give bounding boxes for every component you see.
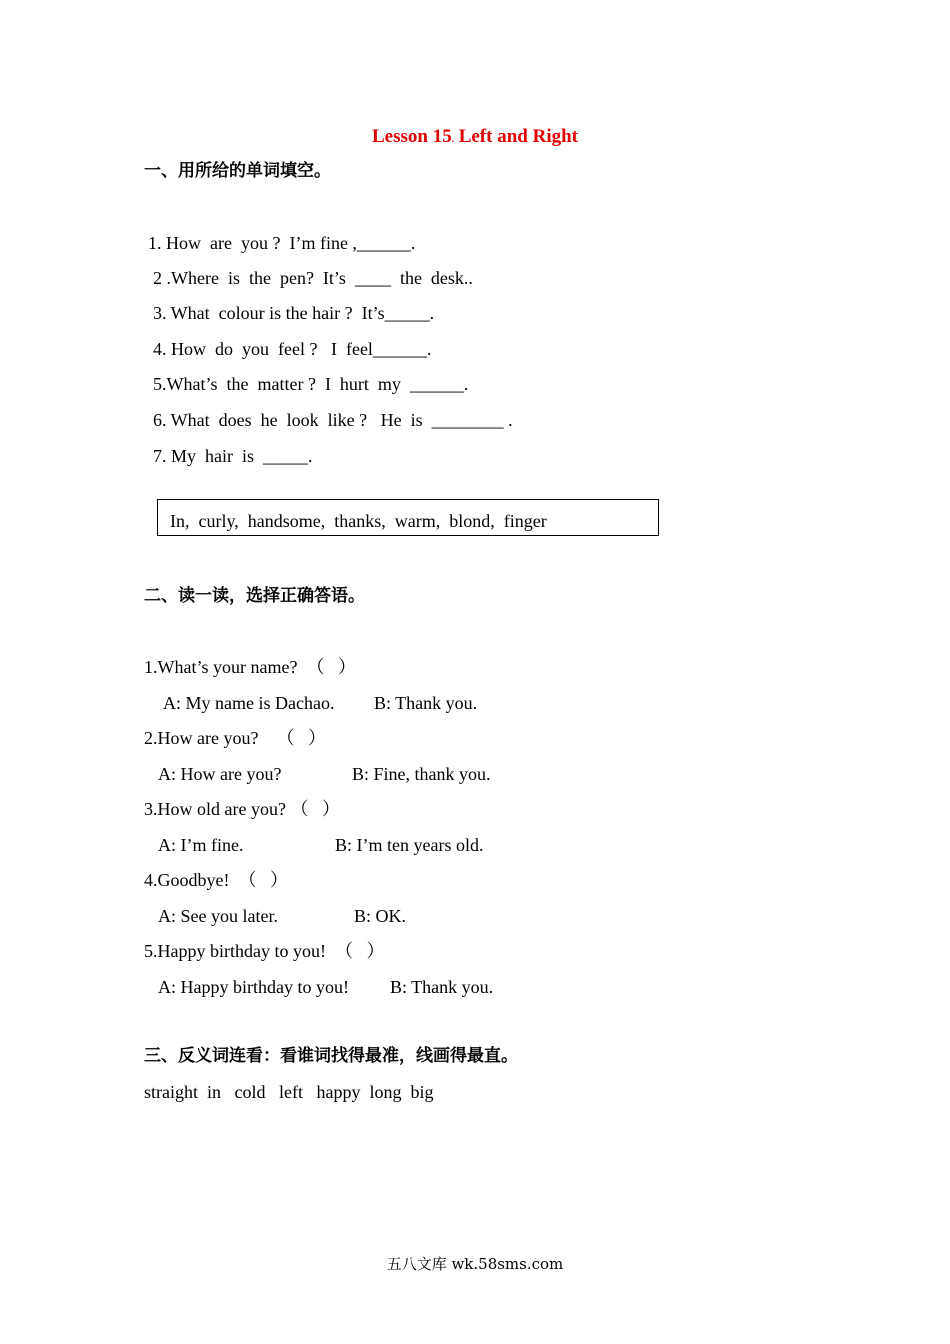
section1-heading: 一、用所给的单词填空。: [144, 161, 331, 181]
question-2-option-a: A: How are you?: [158, 764, 282, 784]
question-5-option-b: B: Thank you.: [390, 977, 494, 997]
title-suffix: Left and Right: [453, 126, 578, 147]
fill-item-5: 5.What’s the matter ? I hurt my ______.: [153, 374, 469, 394]
page-title: [0, 127, 950, 146]
section3-heading: 三、反义词连看：看谁词找得最准，线画得最直。: [144, 1046, 518, 1066]
fill-item-3: 3. What colour is the hair ? It’s_____.: [153, 303, 435, 323]
fill-item-1: 1. How are you ? I’m fine ,______.: [148, 233, 416, 253]
question-2: 2.How are you? （ ）: [144, 728, 326, 748]
question-4-option-b: B: OK.: [354, 906, 407, 926]
question-5: 5.Happy birthday to you! （ ）: [144, 941, 385, 961]
question-4-option-a: A: See you later.: [158, 906, 278, 926]
question-3: 3.How old are you? （ ）: [144, 799, 340, 819]
question-1-option-b: B: Thank you.: [374, 693, 478, 713]
question-1-option-a: A: My name is Dachao.: [163, 693, 335, 713]
word-bank-text: In, curly, handsome, thanks, warm, blond, finger: [170, 511, 547, 531]
question-2-option-b: B: Fine, thank you.: [352, 764, 491, 784]
question-5-option-a: A: Happy birthday to you!: [158, 977, 349, 997]
antonym-word-list: straight in cold left happy long big: [144, 1082, 434, 1102]
question-1: 1.What’s your name? （ ）: [144, 657, 356, 677]
footer-watermark: 五八文库 wk.58sms.com: [386, 1255, 564, 1273]
question-4: 4.Goodbye! （ ）: [144, 870, 288, 890]
word-bank-box: [157, 499, 659, 536]
fill-item-7: 7. My hair is _____.: [153, 446, 313, 466]
question-3-option-b: B: I’m ten years old.: [335, 835, 484, 855]
fill-item-2: 2 .Where is the pen? It’s ____ the desk..: [153, 268, 473, 288]
title-prefix: Lesson 15: [371, 126, 452, 147]
title-dot: .: [451, 134, 454, 144]
fill-item-6: 6. What does he look like ? He is ________ .: [153, 410, 513, 430]
section2-heading: 二、读一读，选择正确答语。: [144, 586, 365, 606]
fill-item-4: 4. How do you feel ? I feel______.: [153, 339, 432, 359]
question-3-option-a: A: I’m fine.: [158, 835, 244, 855]
